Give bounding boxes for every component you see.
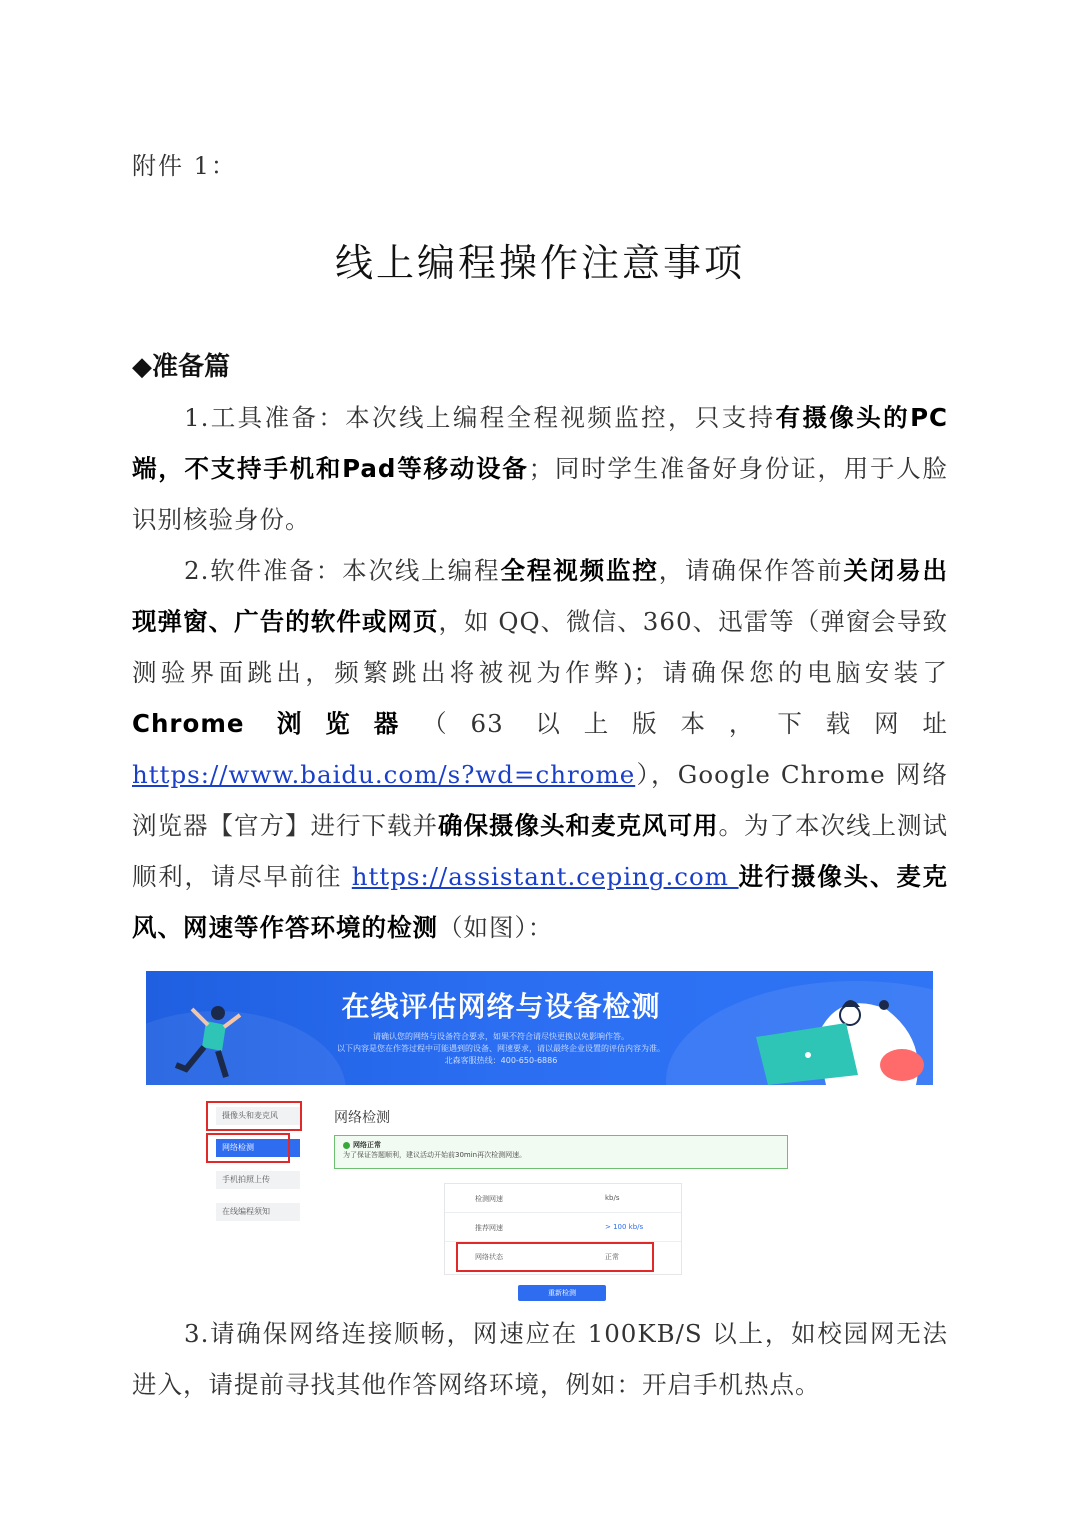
notice-text: 为了保证答题顺利，建议活动开始前30min再次检测网速。 [343,1151,527,1159]
stat-row [445,1213,681,1242]
bold-text: 有摄像头的PC端，不支持手机和Pad等移动设备 [132,403,949,483]
menu-network-check[interactable]: 网络检测 [216,1139,300,1157]
banner-hotline: 北森客服热线：400-650-6886 [444,1056,558,1065]
text: 。为了本次线上测试顺利，请尽早前往 [132,811,948,891]
page-title: 线上编程操作注意事项 [334,241,745,285]
text: 2.软件准备：本次线上编程 [184,556,501,585]
chrome-download-link[interactable]: https://www.baidu.com/s?wd=chrome [132,760,636,789]
notice-title: 网络正常 [353,1141,381,1149]
bold-text: 全程视频监控 [500,556,659,585]
text: ），Google Chrome 网络浏览器【官方】进行下载并 [132,760,948,840]
text: （如图）： [438,913,554,942]
retest-button[interactable]: 重新检测 [518,1285,606,1301]
section-heading: ◆准备篇 [132,352,230,382]
bold-text: 进行摄像头、麦克风、网速等作答环境的检测 [132,862,948,942]
menu-phone-upload[interactable]: 手机拍照上传 [216,1171,300,1189]
text: 1.工具准备：本次线上编程全程视频监控，只支持 [184,403,776,432]
text: ，如 QQ、微信、360、迅雷等（弹窗会导致测验界面跳出，频繁跳出将被视为作弊)；请确保您的电脑安装了 [132,607,948,687]
check-icon [343,1142,350,1149]
section-title: 网络检测 [334,1110,390,1126]
stat-label: 推荐网速 [475,1224,503,1232]
highlight-box [206,1101,302,1131]
text: （63 以上版本，下载网址 [422,709,948,738]
text: ，请确保作答前 [658,556,844,585]
bold-text: 关闭易出现弹窗、广告的软件或网页 [132,556,949,636]
menu-coding-notice[interactable]: 在线编程须知 [216,1203,300,1221]
network-check-screenshot [146,971,933,1301]
menu-camera-mic[interactable]: 摄像头和麦克风 [216,1107,300,1125]
highlight-box [206,1133,290,1163]
banner-text: 请确认您的网络与设备符合要求，如果不符合请尽快更换以免影响作答。 [373,1032,629,1041]
paragraph-network-requirement: 3.请确保网络连接顺畅，网速应在 100KB/S 以上，如校园网无法进入，请提前寻找其他作答网络环境，例如：开启手机热点。 [132,1319,948,1399]
stat-value: > 100 kb/s [605,1223,644,1231]
banner-title: 在线评估网络与设备检测 [341,990,661,1023]
paragraph-tool-prep [132,392,948,545]
stat-label: 检测网速 [475,1195,503,1203]
banner [146,971,933,1085]
network-ok-notice [334,1135,788,1169]
bold-text: Chrome 浏览器 [132,709,423,738]
assistant-link[interactable]: https://assistant.ceping.com [351,862,739,891]
text: ；同时学生准备好身份证，用于人脸识别核验身份。 [132,454,949,534]
stat-value: 正常 [605,1253,619,1261]
bold-text: 确保摄像头和麦克风可用 [438,811,719,840]
banner-text: 以下内容是您在作答过程中可能遇到的设备、网速要求，请以最终企业设置的评估内容为准。 [337,1044,665,1053]
laptop-person-illustration [746,979,933,1085]
stat-row [445,1184,681,1213]
highlight-box [456,1242,654,1272]
stat-value: kb/s [605,1194,620,1202]
paragraph-software-prep [132,545,948,953]
stat-label: 网络状态 [475,1253,503,1261]
attachment-label: 附件 1： [132,152,237,180]
